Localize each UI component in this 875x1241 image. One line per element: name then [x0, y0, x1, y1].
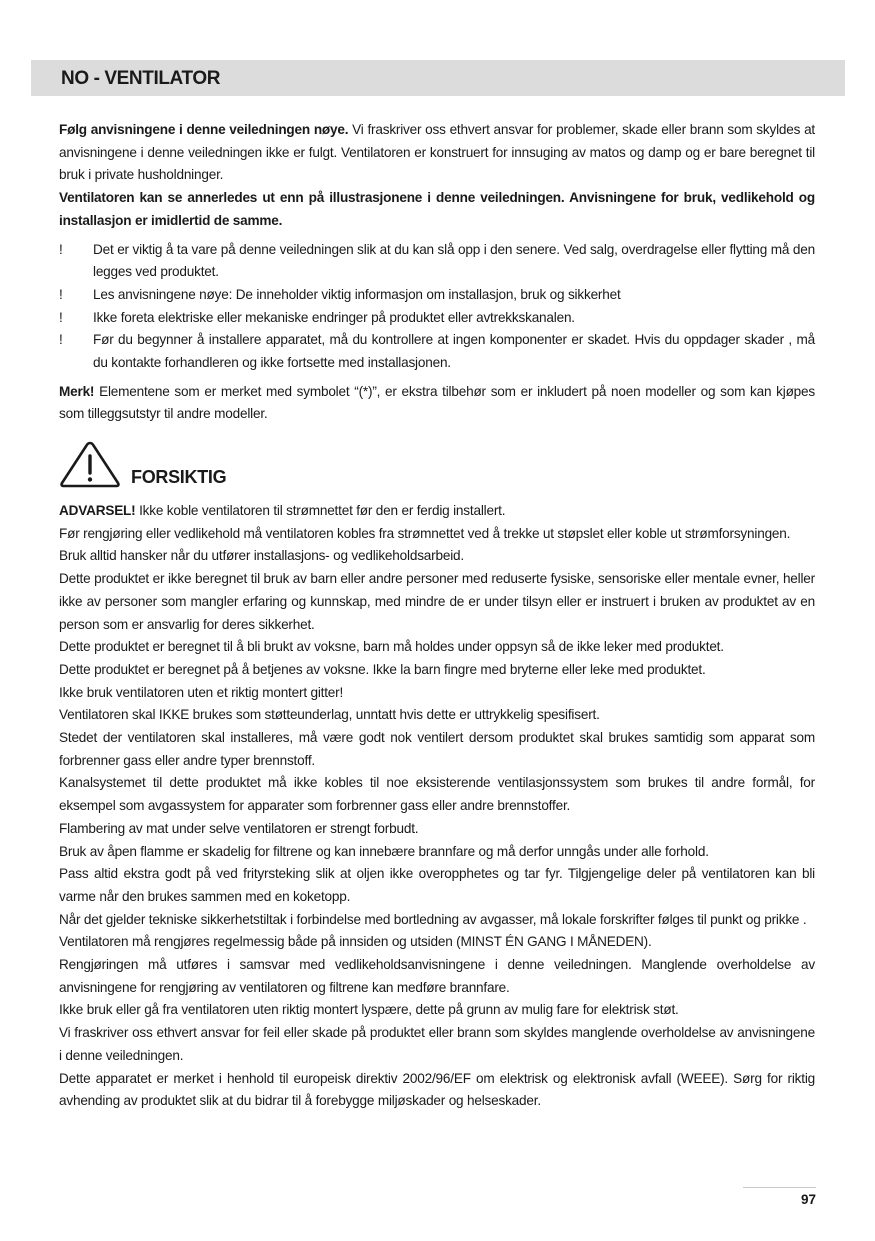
exclamation-icon: !: [59, 309, 63, 325]
intro-text: Vi fraskriver oss ethvert ansvar for problemer, skade eller brann som skyldes at anvisningene i denne veiledningen ikke er fulgt. Ventilatoren er konstruert for innsuging av matos og damp og er bare beregnet til bruk i private husholdninger.: [59, 122, 816, 183]
caution-paragraph: Vi fraskriver oss ethvert ansvar for feil eller skade på produktet eller brann som skyldes manglende overholdelse av anvisningene i denne veiledningen.: [59, 1025, 815, 1063]
list-item: ! Ikke foreta elektriske eller mekaniske endringer på produktet eller avtrekkskanalen.: [59, 307, 815, 330]
caution-title: FORSIKTIG: [131, 467, 227, 487]
instruction-list: [59, 239, 815, 375]
intro-paragraph: [59, 119, 815, 187]
list-item: ! Det er viktig å ta vare på denne veiledningen slik at du kan slå opp i den senere. Ved salg, overdragelse eller flytting må den legges ved produktet.: [59, 239, 815, 284]
caution-paragraph: Ikke bruk ventilatoren uten et riktig montert gitter!: [59, 684, 344, 700]
caution-paragraph: Ventilatoren må rengjøres regelmessig både på innsiden og utsiden (MINST ÉN GANG I MÅNEDEN).: [59, 934, 652, 950]
caution-paragraph: Dette produktet er beregnet til å bli brukt av voksne, barn må holdes under oppsyn så de ikke leker med produktet.: [59, 639, 724, 655]
warning-paragraph: ADVARSEL! Ikke koble ventilatoren til strømnettet før den er ferdig installert.: [59, 503, 506, 518]
caution-paragraph: Stedet der ventilatoren skal installeres, må være godt nok ventilert dersom produktet skal brukes samtidig som apparat som forbrenner gass eller andre typer brennstoff.: [59, 730, 815, 768]
caution-paragraph: Rengjøringen må utføres i samsvar med vedlikeholdsanvisningene i denne veiledningen. Manglende overholdelse av anvisningene for rengjøring av ventilatoren og filtrene kan medføre brannfare.: [59, 957, 815, 995]
page-number: 97: [800, 1192, 816, 1207]
list-item: ! Les anvisningene nøye: De inneholder viktig informasjon om installasjon, bruk og sikkerhet: [59, 284, 815, 307]
caution-paragraph: Flambering av mat under selve ventilatoren er strengt forbudt.: [59, 820, 419, 836]
warning-triangle-icon: [59, 440, 121, 488]
note-paragraph: [59, 381, 815, 426]
caution-heading: [59, 440, 459, 490]
caution-paragraph: Bruk alltid hansker når du utfører installasjons- og vedlikeholdsarbeid.: [59, 548, 464, 564]
caution-paragraph: Kanalsystemet til dette produktet må ikke kobles til noe eksisterende ventilasjonssystem som brukes til andre formål, for eksempel som avgassystem for apparater som forbrenner gass eller andre brennstoffer.: [59, 775, 815, 814]
exclamation-icon: !: [59, 241, 63, 257]
caution-paragraph: Når det gjelder tekniske sikkerhetstiltak i forbindelse med bortledning av avgasser, må lokale forskrifter følges til punkt og prikke .: [59, 911, 807, 927]
list-item: ! Før du begynner å installere apparatet, må du kontrollere at ingen komponenter er skadet. Hvis du oppdager skader , må du kontakte forhandleren og ikke fortsette med installasjonen.: [59, 329, 815, 374]
exclamation-icon: !: [59, 286, 63, 302]
intro-bold-lead: Følg anvisningene i denne veiledningen nøye.: [59, 122, 349, 137]
footer-divider: [743, 1187, 816, 1188]
section-header-bar: [31, 60, 845, 96]
caution-paragraph: Ikke bruk eller gå fra ventilatoren uten riktig montert lyspære, dette på grunn av mulig fare for elektrisk støt.: [59, 1002, 679, 1018]
caution-paragraph: Dette produktet er ikke beregnet til bruk av barn eller andre personer med reduserte fysiske, sensoriske eller mentale evner, heller ikke av personer som mangler erfaring og kunnskap, med mindre de er under tilsyn eller er instruert i bruken av produktet av en person som er ansvarlig for deres sikkerhet.: [59, 571, 815, 632]
note-text: Elementene som er merket med symbolet “(*)”, er ekstra tilbehør som er inkludert på noen modeller og som kan kjøpes som tilleggsutstyr til andre modeller.: [59, 383, 815, 422]
caution-section: [59, 500, 815, 1113]
caution-paragraph: Dette produktet er beregnet på å betjenes av voksne. Ikke la barn fingre med bryterne eller leke med produktet.: [59, 661, 706, 677]
warning-label: ADVARSEL!: [59, 503, 136, 518]
intro-section: [59, 119, 815, 426]
caution-paragraph: Dette apparatet er merket i henhold til europeisk direktiv 2002/96/EF om elektrisk og elektronisk avfall (WEEE). Sørg for riktig avhending av produktet slik at du bidrar til å forebygge miljøskader og helseskader.: [59, 1070, 815, 1109]
caution-paragraph: Pass altid ekstra godt på ved frityrsteking slik at oljen ikke overopphetes og tar fyr. Tilgjengelige deler på ventilatoren kan bli varme når den brukes sammen med en koketopp.: [59, 866, 815, 904]
caution-paragraph: Før rengjøring eller vedlikehold må ventilatoren kobles fra strømnettet ved å trekke ut støpslet eller koble ut strømforsyningen.: [59, 525, 791, 541]
caution-paragraph: Bruk av åpen flamme er skadelig for filtrene og kan innebære brannfare og må derfor unngås under alle forhold.: [59, 843, 709, 859]
note-label: Merk!: [59, 383, 95, 399]
page-title: NO - VENTILATOR: [61, 68, 221, 89]
caution-paragraph: Ventilatoren skal IKKE brukes som støtteunderlag, unntatt hvis dette er uttrykkelig spesifisert.: [59, 707, 600, 723]
illustration-notice: Ventilatoren kan se annerledes ut enn på illustrasjonene i denne veiledningen. Anvisningene for bruk, vedlikehold og installasjon er imidlertid de samme.: [59, 190, 815, 228]
exclamation-icon: !: [59, 332, 63, 348]
